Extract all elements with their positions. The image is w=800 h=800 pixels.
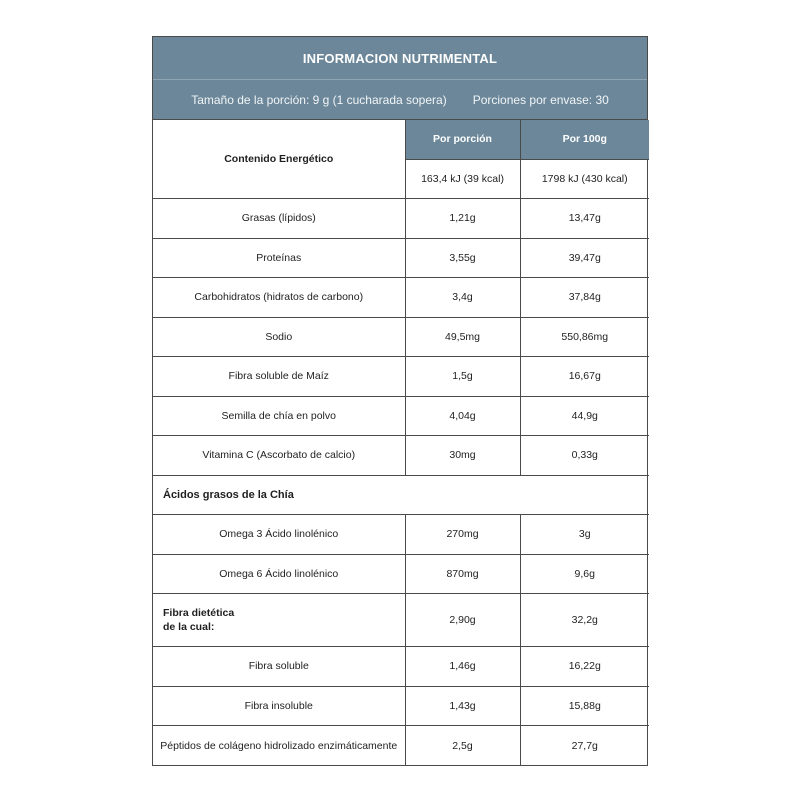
fibra-per-portion: 2,90g — [405, 594, 520, 647]
servings-per-package: Porciones por envase: 30 — [472, 92, 609, 107]
row-per-100g: 37,84g — [520, 278, 649, 318]
row-per-100g: 39,47g — [520, 238, 649, 278]
row-per-100g: 0,33g — [520, 436, 649, 476]
header-per-portion: Por porción — [405, 120, 520, 159]
row-label: Semilla de chía en polvo — [153, 396, 405, 436]
row-per-portion: 270mg — [405, 515, 520, 555]
row-label: Sodio — [153, 317, 405, 357]
table-row — [153, 278, 649, 318]
fibra-label-line1: Fibra dietética — [163, 607, 235, 619]
chia-section-title: Ácidos grasos de la Chía — [153, 475, 649, 515]
table-row — [153, 436, 649, 476]
row-label: Carbohidratos (hidratos de carbono) — [153, 278, 405, 318]
table-row — [153, 647, 649, 687]
row-per-100g: 3g — [520, 515, 649, 555]
table-row — [153, 515, 649, 555]
nutrition-facts-panel — [152, 36, 648, 766]
row-label: Fibra soluble — [153, 647, 405, 687]
header-per-100g: Por 100g — [520, 120, 649, 159]
table-row — [153, 726, 649, 766]
table-row — [153, 396, 649, 436]
row-label: Omega 3 Ácido linolénico — [153, 515, 405, 555]
row-label: Omega 6 Ácido linolénico — [153, 554, 405, 594]
row-per-100g: 16,22g — [520, 647, 649, 687]
fibra-label-line2: de la cual: — [163, 621, 215, 633]
nutrition-table — [153, 120, 649, 765]
fibra-row — [153, 594, 649, 647]
row-per-portion: 3,55g — [405, 238, 520, 278]
panel-title: INFORMACION NUTRIMENTAL — [153, 37, 647, 80]
row-per-100g: 13,47g — [520, 199, 649, 239]
row-per-100g: 550,86mg — [520, 317, 649, 357]
row-per-portion: 4,04g — [405, 396, 520, 436]
row-per-portion: 1,5g — [405, 357, 520, 397]
row-per-100g: 44,9g — [520, 396, 649, 436]
row-per-portion: 49,5mg — [405, 317, 520, 357]
serving-size: Tamaño de la porción: 9 g (1 cucharada sopera) — [191, 92, 447, 107]
row-per-portion: 3,4g — [405, 278, 520, 318]
table-row — [153, 357, 649, 397]
energy-label: Contenido Energético — [153, 120, 405, 199]
row-label: Péptidos de colágeno hidrolizado enzimáticamente — [153, 726, 405, 766]
row-per-portion: 1,46g — [405, 647, 520, 687]
row-label: Fibra soluble de Maíz — [153, 357, 405, 397]
table-row — [153, 686, 649, 726]
table-row — [153, 317, 649, 357]
row-per-portion: 1,43g — [405, 686, 520, 726]
row-per-100g: 27,7g — [520, 726, 649, 766]
energy-per-100g: 1798 kJ (430 kcal) — [520, 159, 649, 199]
row-per-portion: 1,21g — [405, 199, 520, 239]
energy-per-portion: 163,4 kJ (39 kcal) — [405, 159, 520, 199]
fibra-per-100g: 32,2g — [520, 594, 649, 647]
row-per-portion: 30mg — [405, 436, 520, 476]
fibra-label — [153, 594, 405, 647]
row-per-100g: 9,6g — [520, 554, 649, 594]
serving-info — [153, 80, 647, 120]
row-per-100g: 16,67g — [520, 357, 649, 397]
row-label: Fibra insoluble — [153, 686, 405, 726]
table-row — [153, 554, 649, 594]
row-label: Vitamina C (Ascorbato de calcio) — [153, 436, 405, 476]
row-per-100g: 15,88g — [520, 686, 649, 726]
row-label: Proteínas — [153, 238, 405, 278]
table-row — [153, 199, 649, 239]
row-label: Grasas (lípidos) — [153, 199, 405, 239]
table-row — [153, 238, 649, 278]
row-per-portion: 870mg — [405, 554, 520, 594]
row-per-portion: 2,5g — [405, 726, 520, 766]
